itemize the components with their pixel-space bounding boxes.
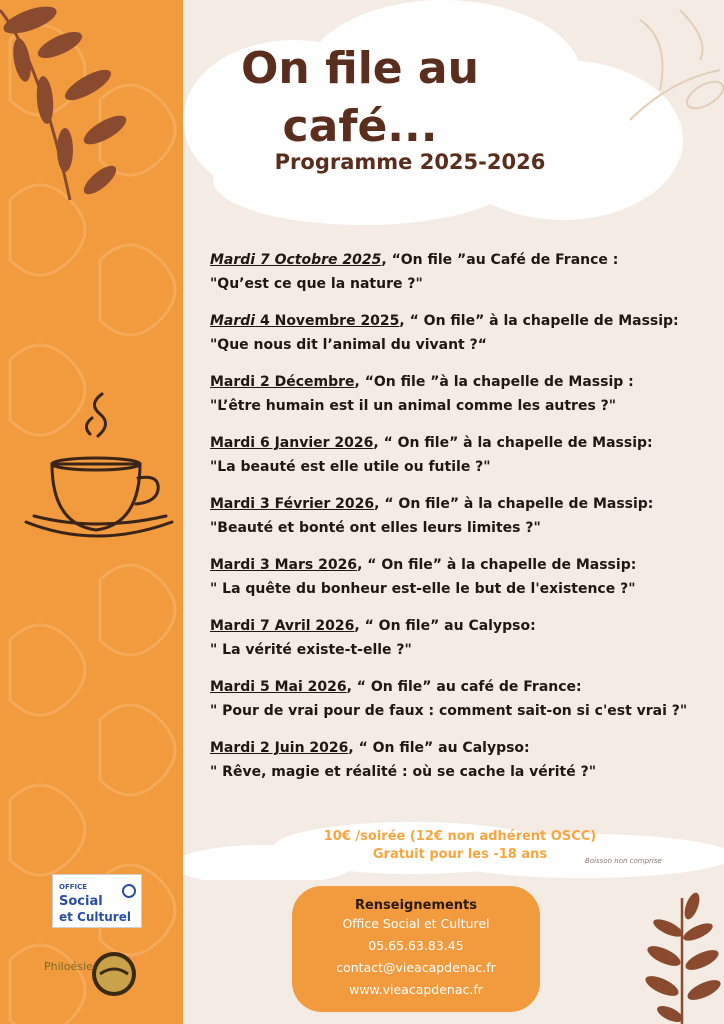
title-line-1: On file au [241, 43, 479, 94]
svg-text:Philoésie: Philoésie [44, 960, 93, 973]
info-email[interactable]: contact@vieacapdenac.fr [336, 960, 496, 975]
event-desc: , “On file ”à la chapelle de Massip : [354, 374, 634, 390]
event-question: " La quête du bonheur est-elle le but de l'existence ?" [210, 581, 636, 597]
svg-text:et Culturel: et Culturel [59, 910, 131, 924]
leaf-branch-icon [0, 0, 140, 210]
event-question: " Rêve, magie et réalité : où se cache la vérité ?" [210, 764, 596, 780]
event-desc: , “ On file” à la chapelle de Massip: [373, 435, 653, 451]
drink-note: Boisson non comprise [585, 857, 662, 865]
event-question: "Que nous dit l’animal du vivant ?“ [210, 337, 487, 353]
event-date: Mardi 7 Avril 2026 [210, 618, 355, 634]
coffee-cup-icon [24, 388, 174, 548]
event-question: " La vérité existe-t-elle ?" [210, 642, 412, 658]
svg-text:Social: Social [59, 894, 103, 909]
info-phone[interactable]: 05.65.63.83.45 [368, 938, 464, 953]
event-desc: , “On file ”au Café de France : [381, 252, 619, 268]
oscc-logo-graphic [53, 875, 141, 927]
event-desc: , “ On file” à la chapelle de Massip: [374, 496, 654, 512]
event-item [210, 492, 715, 540]
event-item [210, 248, 715, 296]
price-line: 10€ /soirée (12€ non adhérent OSCC) [323, 829, 597, 844]
event-question: "La beauté est elle utile ou futile ?" [210, 459, 491, 475]
event-date: Mardi 7 Octobre 2025 [210, 252, 382, 268]
event-item [210, 553, 715, 601]
event-item [210, 736, 715, 784]
oscc-logo [52, 874, 142, 928]
event-date: Mardi 3 Février 2026 [210, 496, 375, 512]
event-item [210, 309, 715, 357]
event-item [210, 675, 715, 723]
event-item [210, 614, 715, 662]
event-date: Mardi 4 Novembre 2025 [210, 313, 400, 329]
philoesie-logo [44, 944, 140, 1000]
event-date: Mardi 3 Mars 2026 [210, 557, 358, 573]
decorative-leaf-outline-icon [610, 0, 724, 130]
event-desc: , “ On file” à la chapelle de Massip: [357, 557, 637, 573]
svg-text:OFFICE: OFFICE [59, 883, 88, 891]
event-date: Mardi 5 Mai 2026 [210, 679, 347, 695]
event-question: " Pour de vrai pour de faux : comment sait-on si c'est vrai ?" [210, 703, 688, 719]
event-desc: , “ On file” au Calypso: [354, 618, 536, 634]
event-question: "L’être humain est il un animal comme les autres ?" [210, 398, 617, 414]
info-website[interactable]: www.vieacapdenac.fr [349, 982, 483, 997]
page-title [210, 40, 510, 156]
event-item [210, 431, 715, 479]
pricing-block [300, 828, 620, 864]
title-line-2: café... [282, 101, 438, 152]
philoesie-logo-graphic [44, 944, 140, 1000]
info-heading: Renseignements [354, 898, 478, 913]
event-date: Mardi 2 Juin 2026 [210, 740, 349, 756]
event-item [210, 370, 715, 418]
info-org: Office Social et Culturel [342, 916, 490, 931]
page-subtitle: Programme 2025-2026 [274, 150, 546, 174]
event-list [210, 248, 715, 797]
free-line: Gratuit pour les -18 ans [372, 847, 548, 862]
event-desc: , “ On file” au café de France: [346, 679, 582, 695]
event-date: Mardi 2 Décembre [210, 374, 355, 390]
event-question: "Qu’est ce que la nature ?" [210, 276, 423, 292]
event-desc: , “ On file” au Calypso: [348, 740, 530, 756]
event-date: Mardi 6 Janvier 2026 [210, 435, 374, 451]
event-question: "Beauté et bonté ont elles leurs limites ?" [210, 520, 541, 536]
event-desc: , “ On file” à la chapelle de Massip: [399, 313, 679, 329]
leaf-branch-icon [640, 892, 724, 1024]
info-box [292, 886, 540, 1012]
